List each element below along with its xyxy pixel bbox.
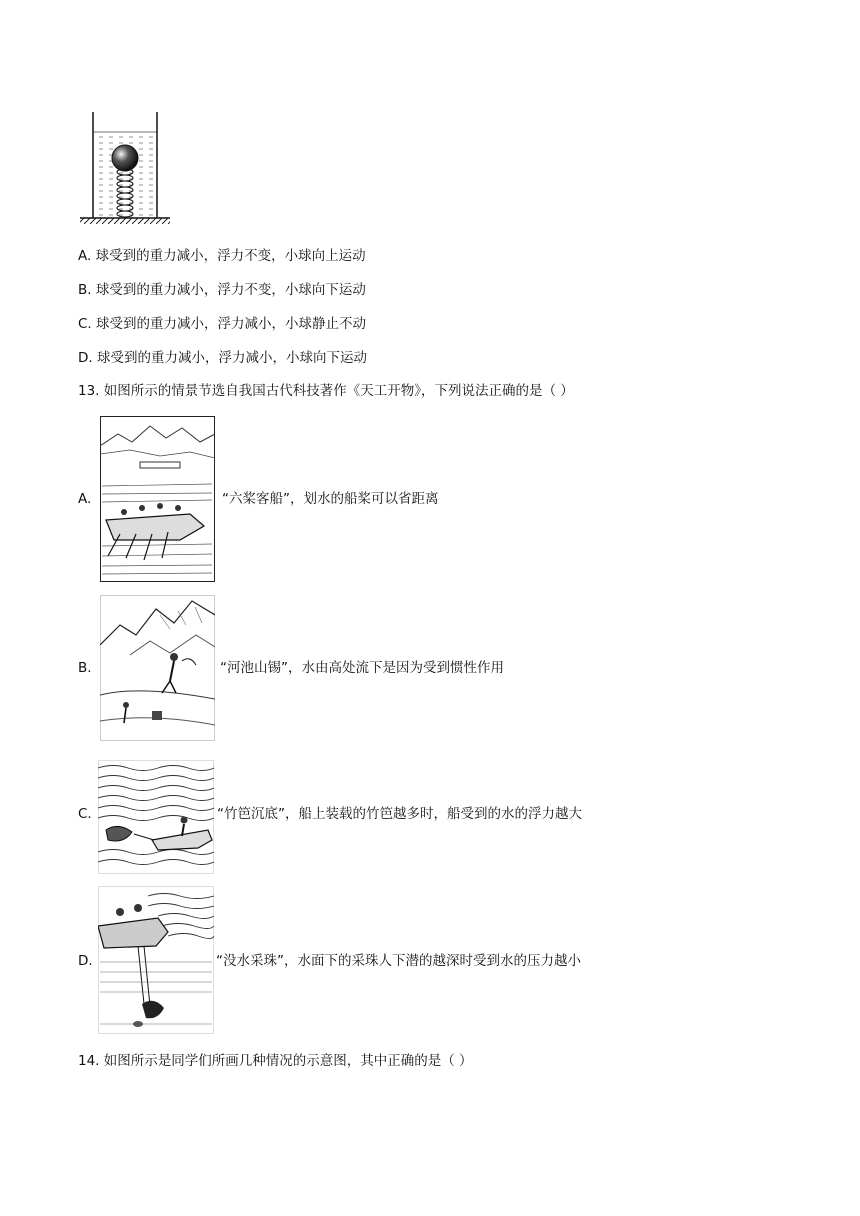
q12-option-b: B. 球受到的重力减小，浮力不变，小球向下运动 — [78, 282, 366, 298]
river-tin-mining-illustration — [100, 595, 215, 741]
spring-ball-container-figure — [78, 110, 178, 234]
six-oar-boat-illustration — [100, 416, 215, 582]
q14-stem: 14. 如图所示是同学们所画几种情况的示意图，其中正确的是（ ） — [78, 1053, 473, 1069]
bamboo-crate-sinking-illustration — [98, 760, 214, 874]
q13-option-b-text: “河池山锡”，水由高处流下是因为受到惯性作用 — [220, 660, 504, 676]
q13-option-b-letter: B. — [78, 660, 92, 676]
q12-option-c: C. 球受到的重力减小，浮力减小，小球静止不动 — [78, 316, 367, 332]
q13-stem: 13. 如图所示的情景节选自我国古代科技著作《天工开物》，下列说法正确的是（ ） — [78, 383, 574, 399]
q13-option-a-letter: A. — [78, 491, 92, 507]
q13-option-c-letter: C. — [78, 806, 92, 822]
q13-option-d-letter: D. — [78, 953, 93, 969]
q13-option-a-text: “六桨客船”，划水的船桨可以省距离 — [222, 491, 439, 507]
q13-option-d-text: “没水采珠”，水面下的采珠人下潜的越深时受到水的压力越小 — [216, 953, 581, 969]
q12-option-a: A. 球受到的重力减小，浮力不变，小球向上运动 — [78, 248, 366, 264]
q13-option-c-text: “竹笆沉底”，船上装载的竹笆越多时，船受到的水的浮力越大 — [217, 806, 582, 822]
pearl-diving-illustration — [98, 886, 214, 1034]
q12-option-d: D. 球受到的重力减小，浮力减小，小球向下运动 — [78, 350, 367, 366]
